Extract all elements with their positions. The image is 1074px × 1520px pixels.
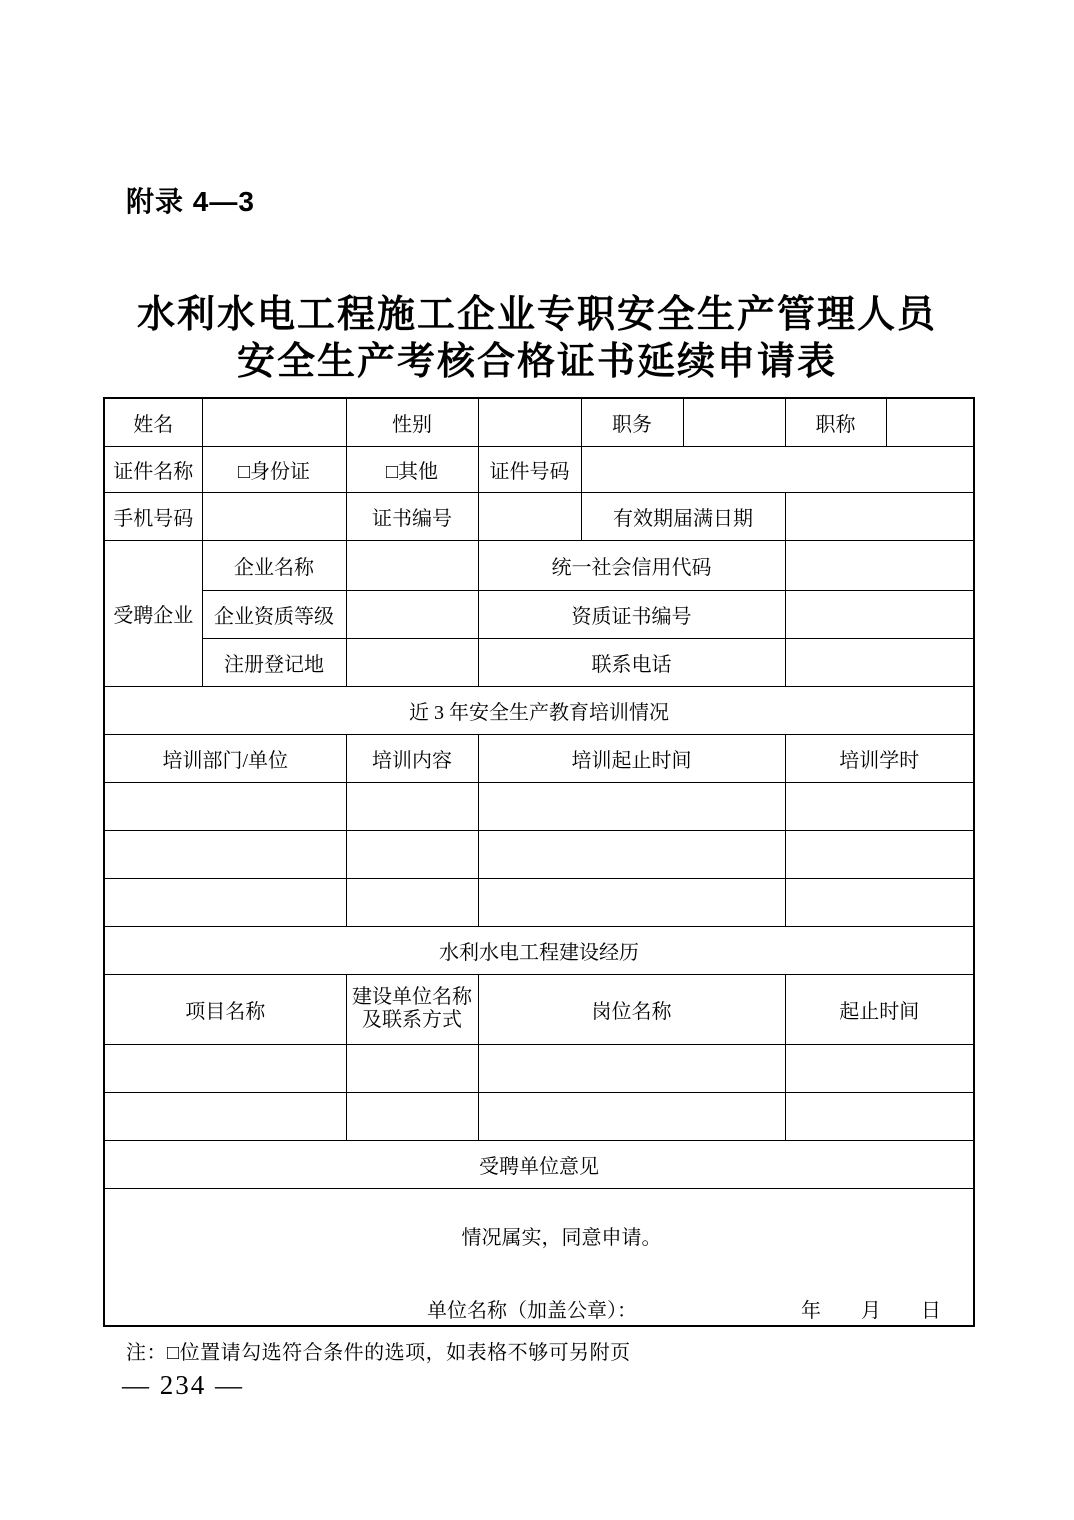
month-label: 月 <box>861 1299 881 1322</box>
mobile-value <box>202 492 346 540</box>
jobtitle-label: 职称 <box>785 398 886 446</box>
experience-header-row <box>104 974 974 1044</box>
row-basic-3 <box>104 492 974 540</box>
experience-row-cell <box>785 1092 974 1140</box>
qualification-level-label: 企业资质等级 <box>202 590 346 638</box>
mobile-label: 手机号码 <box>104 492 202 540</box>
appendix-label: 附录 4—3 <box>126 186 255 217</box>
expiry-date-value <box>785 492 974 540</box>
qualification-cert-no-value <box>785 590 974 638</box>
gender-value <box>478 398 581 446</box>
cert-number-value <box>581 446 974 492</box>
position-label: 职务 <box>581 398 683 446</box>
training-row-cell <box>478 830 785 878</box>
training-row-cell <box>785 830 974 878</box>
experience-row-cell <box>478 1092 785 1140</box>
application-table <box>103 397 975 1327</box>
experience-header-post: 岗位名称 <box>478 974 785 1044</box>
row-employer-2 <box>104 590 974 638</box>
certificate-no-value <box>478 492 581 540</box>
row-basic-1 <box>104 398 974 446</box>
signature-row <box>109 1294 969 1323</box>
contact-phone-value <box>785 638 974 686</box>
jobtitle-value <box>886 398 974 446</box>
gender-label: 性别 <box>346 398 478 446</box>
experience-row-cell <box>346 1092 478 1140</box>
training-empty-row <box>104 782 974 830</box>
credit-code-label: 统一社会信用代码 <box>478 540 785 590</box>
year-label: 年 <box>801 1299 821 1322</box>
qualification-cert-no-label: 资质证书编号 <box>478 590 785 638</box>
idcard-checkbox-option: □身份证 <box>202 446 346 492</box>
name-label: 姓名 <box>104 398 202 446</box>
row-employer-3 <box>104 638 974 686</box>
registered-address-value <box>346 638 478 686</box>
training-section-row <box>104 686 974 734</box>
training-header-period: 培训起止时间 <box>478 734 785 782</box>
experience-header-owner: 建设单位名称及联系方式 <box>346 974 478 1044</box>
experience-header-period: 起止时间 <box>785 974 974 1044</box>
training-header-dept: 培训部门/单位 <box>104 734 346 782</box>
experience-header-project: 项目名称 <box>104 974 346 1044</box>
name-value <box>202 398 346 446</box>
cert-name-label: 证件名称 <box>104 446 202 492</box>
training-header-content: 培训内容 <box>346 734 478 782</box>
opinion-statement: 情况属实，同意申请。 <box>461 1226 662 1249</box>
date-labels <box>801 1294 969 1323</box>
training-row-cell <box>785 782 974 830</box>
company-name-label: 企业名称 <box>202 540 346 590</box>
form-title-line-1: 水利水电工程施工企业专职安全生产管理人员 <box>136 294 937 336</box>
row-basic-2 <box>104 446 974 492</box>
training-row-cell <box>104 878 346 926</box>
training-row-cell <box>346 782 478 830</box>
footer-note: 注：□位置请勾选符合条件的选项，如表格不够可另附页 <box>126 1342 631 1364</box>
opinion-section-title: 受聘单位意见 <box>104 1140 974 1188</box>
company-name-value <box>346 540 478 590</box>
opinion-section-row <box>104 1140 974 1188</box>
contact-phone-label: 联系电话 <box>478 638 785 686</box>
training-header-row <box>104 734 974 782</box>
position-value <box>683 398 785 446</box>
expiry-date-label: 有效期届满日期 <box>581 492 785 540</box>
experience-empty-row <box>104 1092 974 1140</box>
experience-row-cell <box>104 1044 346 1092</box>
training-empty-row <box>104 830 974 878</box>
other-checkbox-option: □其他 <box>346 446 478 492</box>
experience-section-title: 水利水电工程建设经历 <box>104 926 974 974</box>
page-number: — 234 — <box>122 1370 244 1400</box>
training-row-cell <box>346 830 478 878</box>
experience-row-cell <box>346 1044 478 1092</box>
experience-row-cell <box>785 1044 974 1092</box>
training-row-cell <box>346 878 478 926</box>
qualification-level-value <box>346 590 478 638</box>
opinion-content-row <box>104 1188 974 1326</box>
training-row-cell <box>104 782 346 830</box>
training-row-cell <box>104 830 346 878</box>
training-header-hours: 培训学时 <box>785 734 974 782</box>
day-label: 日 <box>921 1299 941 1322</box>
registered-address-label: 注册登记地 <box>202 638 346 686</box>
row-employer-1 <box>104 540 974 590</box>
credit-code-value <box>785 540 974 590</box>
experience-empty-row <box>104 1044 974 1092</box>
form-title-line-2: 安全生产考核合格证书延续申请表 <box>236 341 837 383</box>
certificate-no-label: 证书编号 <box>346 492 478 540</box>
training-row-cell <box>785 878 974 926</box>
cert-number-label: 证件号码 <box>478 446 581 492</box>
experience-row-cell <box>104 1092 346 1140</box>
experience-section-row <box>104 926 974 974</box>
employer-label: 受聘企业 <box>104 540 202 686</box>
signature-label: 单位名称（加盖公章）： <box>427 1299 637 1322</box>
training-section-title: 近 3 年安全生产教育培训情况 <box>104 686 974 734</box>
experience-row-cell <box>478 1044 785 1092</box>
form-title <box>0 292 1074 386</box>
opinion-content-cell <box>104 1188 974 1326</box>
training-row-cell <box>478 878 785 926</box>
training-empty-row <box>104 878 974 926</box>
training-row-cell <box>478 782 785 830</box>
